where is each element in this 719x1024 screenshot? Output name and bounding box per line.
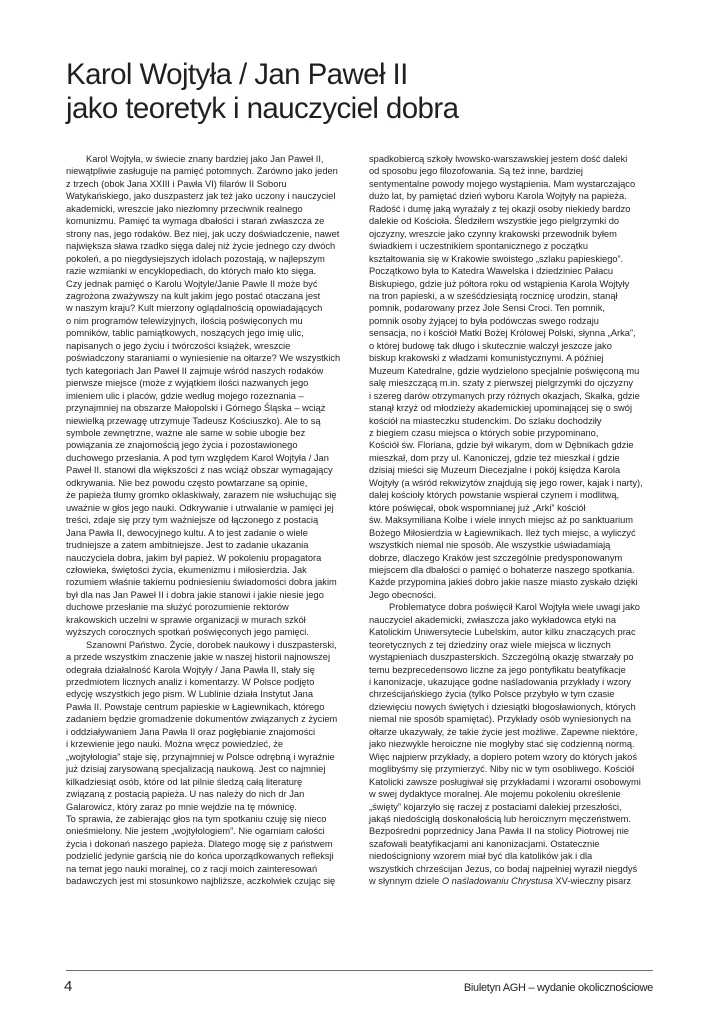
text-line: Muzeum Katedralne, gdzie wydzielono specjalnie poświęconą mu	[369, 365, 640, 376]
text-line: Wojtyły (a wśród rekwizytów znajdują się jego rower, kajak i narty),	[369, 477, 643, 488]
left-text-column	[66, 153, 363, 888]
text-line: w naszym kraju? Kult mierzony oglądalnością opowiadających	[66, 303, 323, 314]
text-line: człowieka, świętości życia, ekumenizmu i miłosierdzia. Jak	[66, 564, 307, 575]
text-line: ołtarze ukazywały, że takie życie jest możliwe. Zapewne niektóre,	[369, 726, 638, 737]
text-line: rozumiem właśnie takiemu podniesieniu świadomości dobra jakim	[66, 577, 337, 588]
text-line: Pawła II. Powstaje centrum papieskie w Łagiewnikach, którego	[66, 701, 325, 712]
text-line: Początkowo była to Katedra Wawelska i dziedziniec Pałacu	[369, 266, 614, 277]
text-line: już dzisiaj zarysowaną specjalizacją naukową. Jest co najmniej	[66, 764, 326, 775]
text-line: biskup krakowski z władzami komunistycznymi. A później	[369, 353, 604, 364]
text-line: pomnik, podarowany przez Jole Sensi Croci. Ten pomnik,	[369, 303, 605, 314]
text-line: onieśmielony. Nie jestem „wojtyłologiem”. Nie ogarniam całości	[66, 826, 325, 837]
text-line: a przede wszystkim znaczenie jakie w naszej historii najnowszej	[66, 652, 331, 663]
text-line: duchowego przesłania. A pod tym względem Karol Wojtyła / Jan	[66, 452, 329, 463]
text-line: związaną z postacią papieża. U nas należy do nich dr Jan	[66, 789, 305, 800]
text-line: dobrze, dlaczego Kraków jest szczególnie predysponowanym	[369, 552, 623, 563]
text-line: Każde przypomina jakieś dobro jakie nasze miasto zyskało dzięki	[369, 577, 638, 588]
text-line: Problematyce dobra poświęcił Karol Wojtyła wiele uwagi jako	[389, 602, 640, 613]
text-line: szafowali beatyfikacjami ani kanonizacjami. Ostatecznie	[369, 838, 600, 849]
text-line: tych kategoriach Jan Paweł II zajmuje wśród naszych rodaków	[66, 365, 324, 376]
text-line: kilkadziesiąt osób, które od lat pilnie śledzą całą literaturę	[66, 776, 303, 787]
text-line: jako niezwykle heroiczne nie mogłyby stać się codzienną normą.	[369, 739, 635, 750]
text-line: Katolicki zawsze posługiwał się przykładami i wzorami osobowymi	[369, 776, 641, 787]
text-line: akademicki, wreszcie jako niezłomny przeciwnik realnego	[66, 203, 303, 214]
text-line: kościół na miasteczku studenckim. Do szlaku dochodziły	[369, 415, 602, 426]
text-line: wszystkich niemal nie sposób. Ale wszystkie uświadamiają	[369, 540, 611, 551]
text-line: moglibyśmy się przymierzyć. Niby nic w tym osobliwego. Kościół	[369, 764, 635, 775]
page-number: 4	[64, 978, 72, 995]
text-line: dzisiaj mieści się Muzeum Diecezjalne i pokój księdza Karola	[369, 465, 621, 476]
text-line: nauczyciel akademicki, zwłaszcza jako wykładowca etyki na	[369, 614, 616, 625]
text-line: strony nas, jego rodaków. Bez niej, jak uczy doświadczenie, nawet	[66, 228, 340, 239]
text-line: o której budowę tak długo i skutecznie walczył jeszcze jako	[369, 340, 612, 351]
article-title	[66, 58, 666, 126]
text-line: jakąś niedościgłą doskonałością lub heroicznym męczeństwem.	[369, 814, 631, 825]
text-line: i krzewienie jego nauki. Można wręcz powiedzieć, że	[66, 739, 284, 750]
text-line: ojczyzny, wreszcie jako czynny krakowski przewodnik byłem	[369, 228, 617, 239]
text-line: stanął krzyż od młodzieży akademickiej upominającej się o swój	[369, 403, 633, 414]
text-line: To sprawia, że zabierając głos na tym spotkaniu czuję się nieco	[66, 814, 327, 825]
text-line: temu bezprecedensowo liczne za jego pontyfikatu beatyfikacje	[369, 664, 626, 675]
text-line: św. Maksymiliana Kolbe i wiele innych miejsc aż po sanktuarium	[369, 515, 634, 526]
text-line: Jana Pawła II, dewocyjnego kultu. A to jest zadanie o wiele	[66, 527, 308, 538]
text-line: przynajmniej na obszarze Małopolski i Górnego Śląska – wciąż	[66, 403, 326, 414]
text-line: poświadczony staraniami o wyniesienie na ołtarze? We wszystkich	[66, 353, 341, 364]
text-line: Paweł II. stanowi dla większości z nas wciąż obszar wymagający	[66, 465, 333, 476]
text-line: treści, zdaje się przy tym ważniejsze od łączonego z postacią	[66, 515, 319, 526]
text-line: razie wzmianki w encyklopediach, do których mało kto sięga.	[66, 266, 317, 277]
text-line: odkrywania. Nie bez powodu często powtarzane są opinie,	[66, 477, 308, 488]
article-title-line-2: jako teoretyk i nauczyciel dobra	[66, 92, 459, 125]
text-line: imieniem ulic i placów, gdzie według mojego rozeznania –	[66, 390, 304, 401]
text-line: komunizmu. Pamięć ta wymaga dbałości i starań zwłaszcza ze	[66, 216, 325, 227]
text-line: Kościół św. Floriana, gdzie był wikarym, dom w Dębnikach gdzie	[369, 440, 634, 451]
text-line: chrześcijańskiego życia (tylko Polsce przybyło w tym czasie	[369, 689, 615, 700]
text-line: duchowe przesłanie ma służyć porozumienie rektorów	[66, 602, 289, 613]
text-line: największa sława rzadko sięga dalej niż życie jednego czy dwóch	[66, 241, 336, 252]
text-line: mieszkał, dom przy ul. Kanoniczej, gdzie też mieszkał i gdzie	[369, 452, 620, 463]
text-line: niewielką przewagę utrzymuje Tadeusz Kościuszko). Ale to są	[66, 415, 321, 426]
text-line: spadkobiercą szkoły lwowsko-warszawskiej jestem dość daleki	[369, 154, 628, 164]
publication-name: Biuletyn AGH – wydanie okolicznościowe	[463, 982, 653, 994]
text-line: Radość i dumę jaką wyrażały z tej okazji osoby niekiedy bardzo	[369, 203, 631, 214]
text-line: Biskupiego, gdzie już półtora roku od wstąpienia Karola Wojtyły	[369, 278, 630, 289]
text-line: uważnie w głos jego nauki. Odkrywanie i utrwalanie w pamięci jej	[66, 502, 334, 513]
text-line: pomników, tablic pamiątkowych, noszących jego imię ulic,	[66, 328, 304, 339]
text-line: był dla nas Jan Paweł II i dobra jakie stanowi i jakie niesie jego	[66, 589, 324, 600]
text-line: na temat jego nauki moralnej, co z racji moich zainteresowań	[66, 863, 318, 874]
text-line: Bożego Miłosierdzia w Łagiewnikach. Ileż tych miejsc, a wyliczyć	[369, 527, 636, 538]
text-line: od sposobu jego filozofowania. Są też inne, bardziej	[369, 166, 583, 177]
text-line: edycję wszystkich jego pism. W Lublinie działa Instytut Jana	[66, 689, 313, 700]
text-line: podzielić jedynie garścią nie do końca uporządkowanych refleksji	[66, 851, 334, 862]
text-line: wystąpieniach duszpasterskich. Szczególną okazję stwarzały po	[369, 652, 634, 663]
text-line: pokoleń, a po niegdysiejszych idolach pozostają, w najlepszym	[66, 253, 325, 264]
text-line: miejscem dla dbałości o pamięć o bohaterze naszego spotkania.	[369, 564, 635, 575]
text-line: wszystkich chrześcijan Jezus, co bodaj najpełniej wyraził niegdyś	[369, 863, 638, 874]
text-line: odegrała działalność Karola Wojtyły / Jana Pawła II, stały się	[66, 664, 315, 675]
text-line: dalekie od Kościoła. Śledziłem wszystkie jego pielgrzymki do	[369, 216, 620, 227]
text-line: Szanowni Państwo. Życie, dorobek naukowy i duszpasterski,	[86, 639, 337, 650]
text-line: napisanych o jego życiu i twórczości książek, wreszcie	[66, 340, 291, 351]
text-line: nauczyciela dobra, jakim był papież. W pokoleniu propagatora	[66, 552, 322, 563]
text-line: z trzech (obok Jana XXIII i Pawła VI) filarów II Soboru	[66, 178, 287, 189]
text-line: i kanonizacje, ukazujące godne naśladowania przykłady i wzory	[369, 677, 632, 688]
text-line: kształtowania się w Krakowie swoistego „szlaku papieskiego”.	[369, 253, 624, 264]
text-line: zagrożona zważywszy na kult jakim jego postać otaczana jest	[66, 290, 321, 301]
text-line: Więc najpierw przykłady, a dopiero potem wzory do których jakoś	[369, 751, 637, 762]
right-text-column	[369, 153, 659, 888]
text-line: sensacja, no i kościół Matki Bożej Królowej Polski, słynna „Arka”,	[369, 328, 636, 339]
text-line: trudniejsze a zatem ambitniejsze. Jest to zadanie ukazania	[66, 540, 309, 551]
text-line: i oddziaływaniem Jana Pawła II oraz pogłębianie znajomości	[66, 726, 316, 737]
text-line: o nim programów telewizyjnych, ilością poświęconych mu	[66, 315, 303, 326]
text-line: i szereg darów otrzymanych przy różnych okazjach, Skałka, gdzie	[369, 390, 640, 401]
text-line: pomnik osoby żyjącej to była podówczas swego rodzaju	[369, 315, 599, 326]
text-line: pierwsze miejsce (może z wyjątkiem ilości nazwanych jego	[66, 378, 309, 389]
text-line: Bezpośredni poprzednicy Jana Pawła II na stolicy Piotrowej nie	[369, 826, 629, 837]
text-line: wyższych corocznych spotkań poświęconych jego pamięci.	[66, 627, 309, 638]
footer-divider	[66, 970, 653, 971]
article-title-line-1: Karol Wojtyła / Jan Paweł II	[66, 58, 408, 91]
text-line: Czy jednak pamięć o Karolu Wojtyle/Janie Pawle II może być	[66, 278, 318, 289]
text-line: sentymentalne powody mojego wystąpienia. Mam wystarczająco	[369, 178, 636, 189]
text-line: Galarowicz, który zaraz po mnie wejdzie na tę mównicę.	[66, 801, 297, 812]
text-line: powiązania ze znajomością jego życia i pozostawionego	[66, 440, 298, 451]
text-line: przedmiotem licznych analiz i komentarzy. W Polsce podjęto	[66, 677, 315, 688]
text-line: świadkiem i uczestnikiem spontanicznego z początku	[369, 241, 589, 252]
text-line: „wojtyłologia” staje się, przynajmniej w Polsce odrębną i wyraźnie	[66, 751, 335, 762]
italic-book-title: O naśladowaniu Chrystusa	[441, 876, 553, 887]
text-line: w swej dydaktyce moralnej. Ale mojemu pokoleniu określenie	[369, 789, 621, 800]
text-line: niewątpliwie zasługuje na pamięć potomnych. Zarówno jako jeden	[66, 166, 338, 177]
text-line: z biegiem czasu miejsca o których sobie przypominano,	[369, 427, 599, 438]
text-line: że papieża tłumy gromko oklaskiwały, zarazem nie wsłuchując się	[66, 490, 337, 501]
text-line: Jego obecności.	[369, 589, 437, 600]
text-line: zadaniem będzie gromadzenie dokumentów związanych z życiem	[66, 714, 338, 725]
text-line: Katolickim Uniwersytecie Lubelskim, autor kilku znaczących prac	[369, 627, 636, 638]
text-line: które poświęcał, obok wspomnianej już „Arki” kościół	[369, 502, 586, 513]
text-line: symbole zewnętrzne, ważne ale same w sobie ubogie bez	[66, 427, 306, 438]
text-line: niedościgniony wzorem miał być dla katolików jak i dla	[369, 851, 593, 862]
text-line: niemal nie sposób spamiętać). Przykłady osób wyniesionych na	[369, 714, 631, 725]
text-line: Karol Wojtyła, w świecie znany bardziej jako Jan Paweł II,	[86, 154, 324, 164]
text-line: „święty” kojarzyło się raczej z postaciami dalekiej przeszłości,	[369, 801, 622, 812]
text-line: salę mieszczącą m.in. szaty z pierwszej pielgrzymki do ojczyzny	[369, 378, 634, 389]
text-line: teoretycznych z tej dziedziny oraz wiele miejsca w licznych	[369, 639, 611, 650]
text-line: na tron papieski, a w sześćdziesiątą rocznicę urodzin, stanął	[369, 290, 618, 301]
text-line: w słynnym dziele O naśladowaniu Chrystusa XV-wieczny pisarz	[369, 876, 631, 887]
text-line: dalej kościoły których powstanie wspierał czynem i modlitwą,	[369, 490, 620, 501]
text-line: Watykańskiego, jako duszpasterz jak też jako uczony i nauczyciel	[66, 191, 336, 202]
text-line: badawczych jest mi stosunkowo najbliższe, aczkolwiek czując się	[66, 876, 336, 887]
text-line: krakowskich uczelni w sprawie organizacji w murach szkół	[66, 614, 306, 625]
text-line: dziewięciu nowych świętych i dziesiątki błogosławionych, których	[369, 701, 636, 712]
text-line: dużo lat, by pamiętać dzień wyboru Karola Wojtyły na papieża.	[369, 191, 627, 202]
text-line: życia i dokonań naszego papieża. Dlatego mogę się z państwem	[66, 838, 333, 849]
